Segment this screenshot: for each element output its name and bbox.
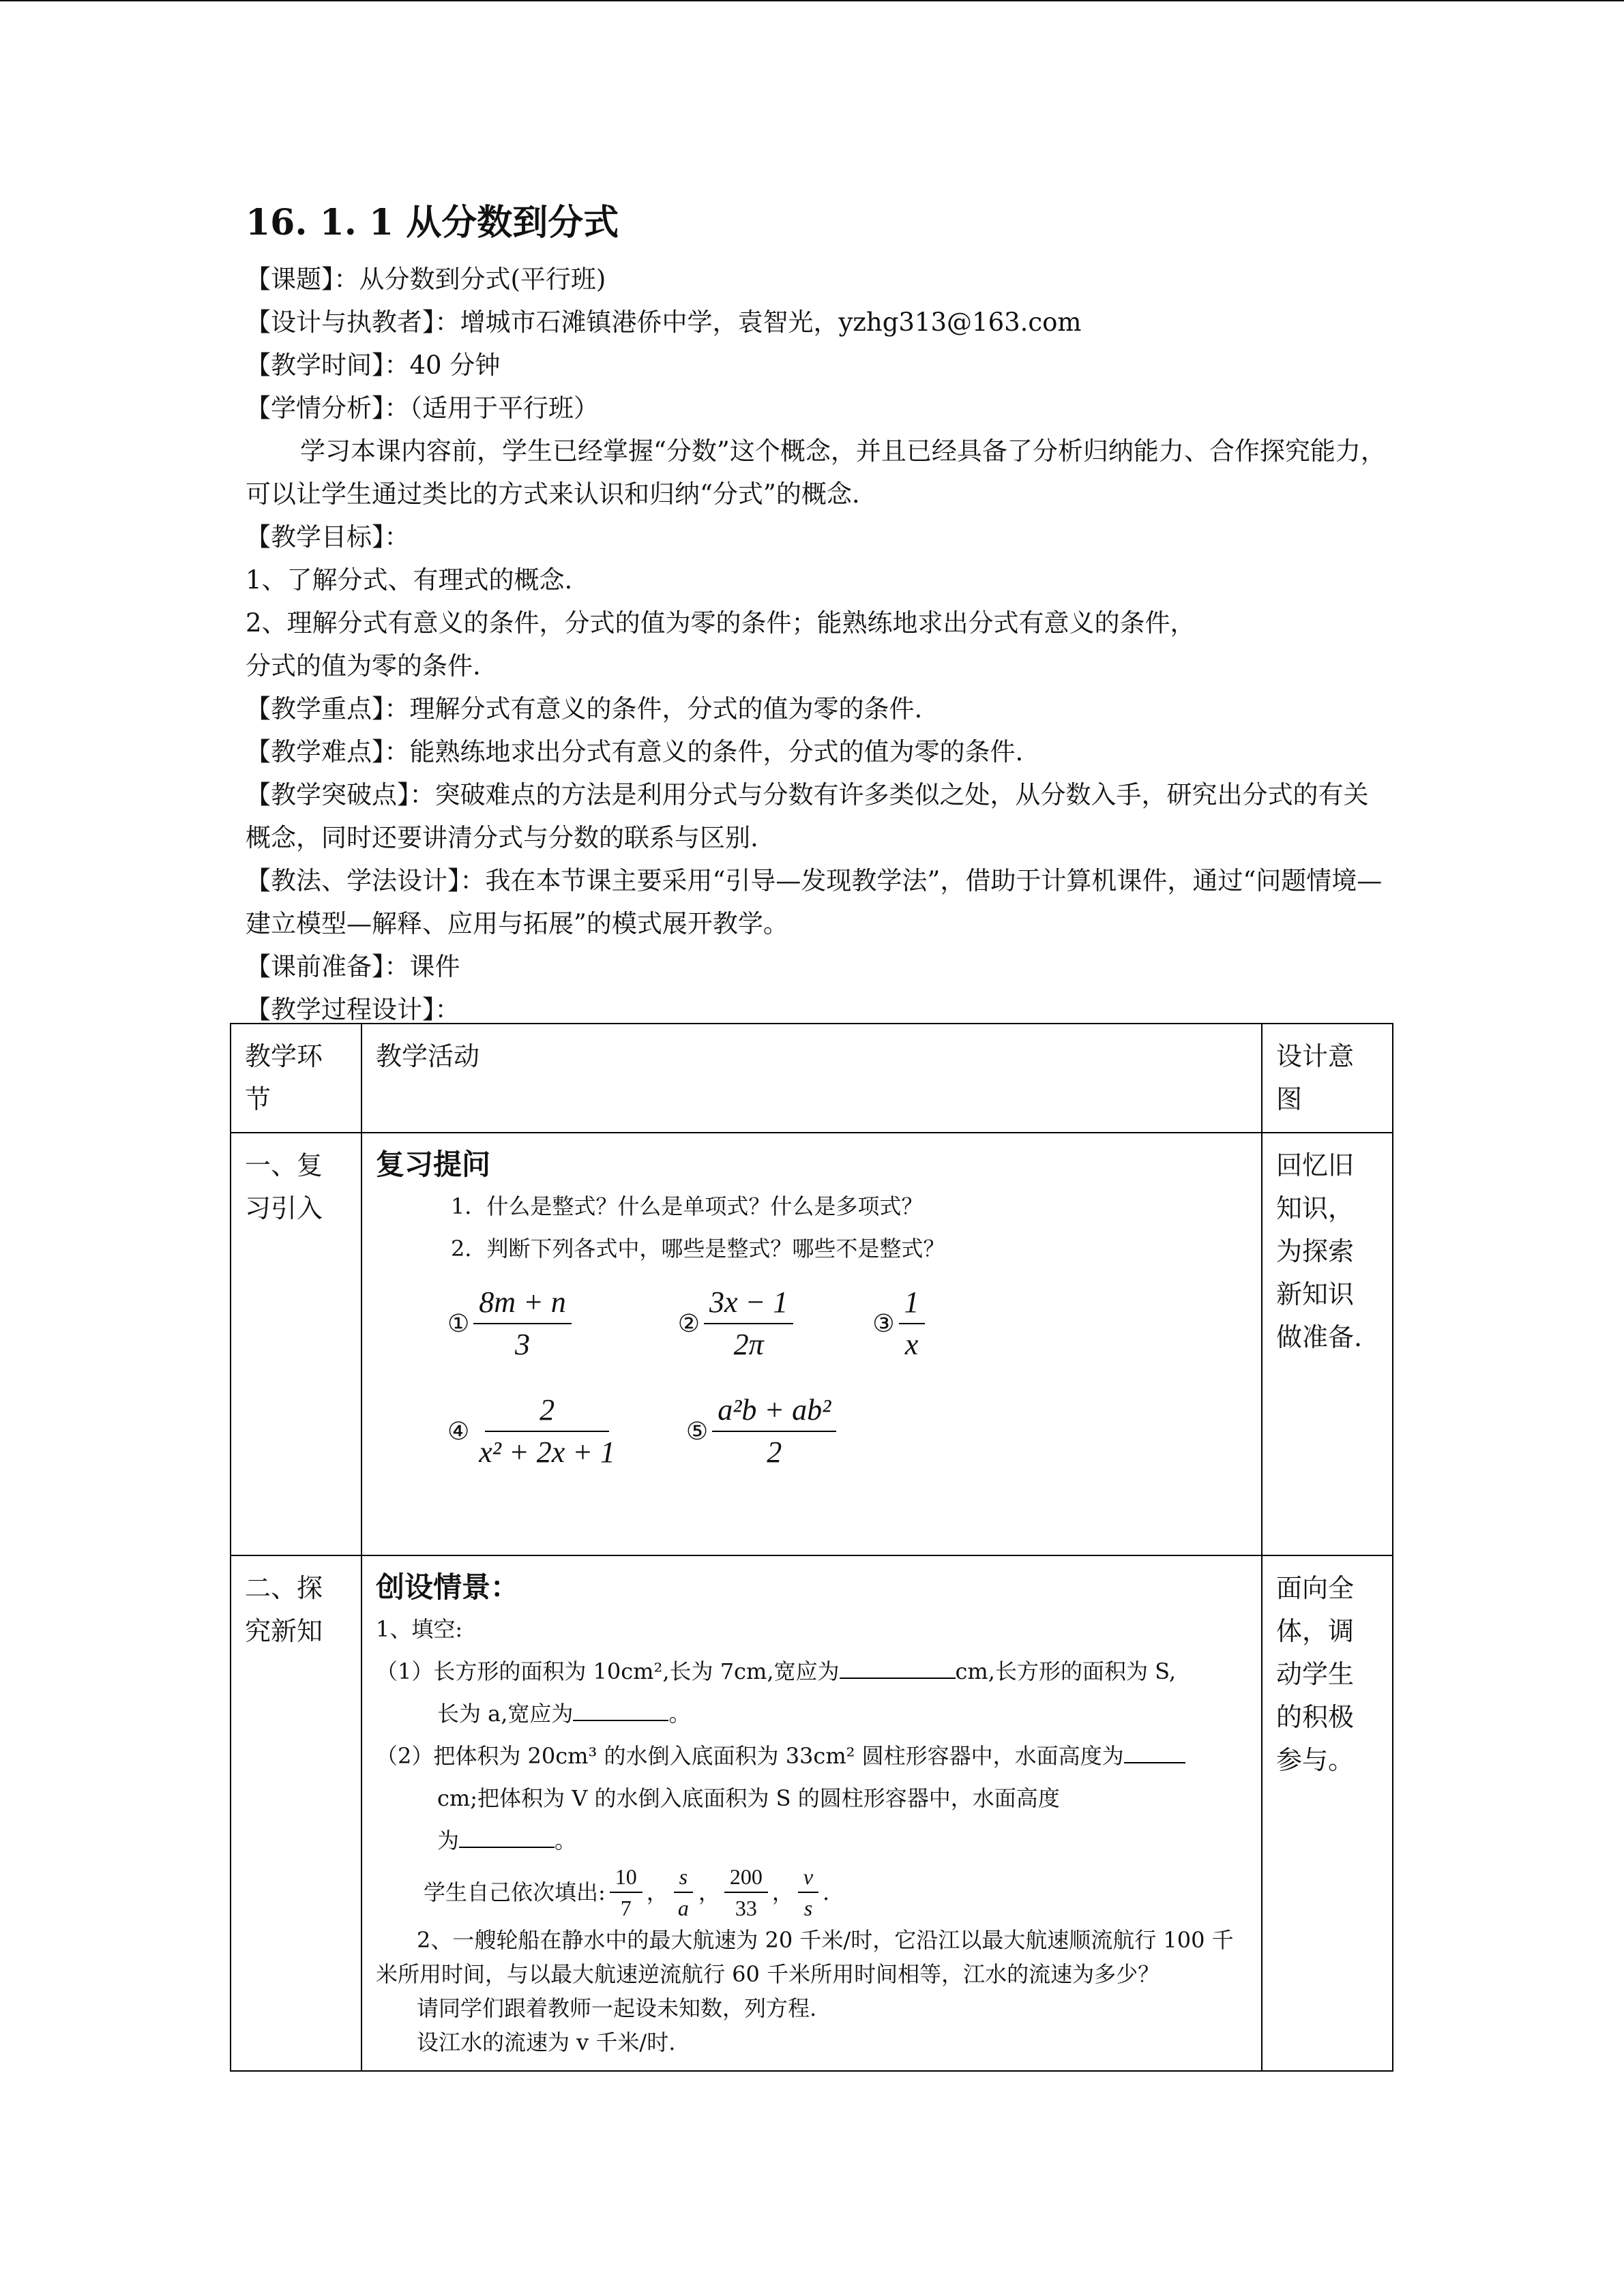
breakthrough-value: 突破难点的方法是利用分式与分数有许多类似之处，从分数入手，研究出分式的有关概念，同时还要讲清分式与分数的联系与区别. xyxy=(246,780,1369,852)
expr1-denominator: 3 xyxy=(515,1328,531,1361)
method-value: 我在本节课主要采用“引导—发现教学法”，借助于计算机课件，通过“问题情境—建立模型—解释、应用与拓展”的模式展开教学。 xyxy=(246,866,1383,938)
p1-text-d: 。 xyxy=(668,1701,691,1727)
answer-4-fraction xyxy=(798,1862,818,1923)
end-period: . xyxy=(823,1879,830,1905)
topic-value: 从分数到分式(平行班) xyxy=(359,265,606,294)
top-border xyxy=(0,0,1624,1)
answer-1-numerator: 10 xyxy=(610,1862,643,1893)
prep-line xyxy=(246,945,1391,988)
analysis-label: 【学情分析】： xyxy=(246,393,410,423)
prep-value: 课件 xyxy=(409,952,460,981)
expr1-numerator: 8m + n xyxy=(473,1282,571,1324)
goal-2b: 分式的值为零的条件. xyxy=(246,651,481,681)
intent-review: 回忆旧知识，为探索新知识做准备. xyxy=(1262,1133,1393,1555)
fill-problem-2-end xyxy=(376,1819,1247,1862)
fill-title: 1、填空: xyxy=(376,1616,463,1642)
document-body xyxy=(246,191,1391,1031)
expr2-denominator: 2π xyxy=(733,1328,764,1361)
process-table xyxy=(230,1023,1393,2072)
goal-2a: 2、理解分式有意义的条件，分式的值为零的条件；能熟练地求出分式有意义的条件， xyxy=(246,608,1196,638)
goals-label: 【教学目标】： xyxy=(246,522,410,552)
p1-text-a: （1）长方形的面积为 10cm²,长为 7cm,宽应为 xyxy=(376,1658,840,1684)
analysis-value: （适用于平行班） xyxy=(409,393,599,423)
p2-text-b: cm;把体积为 V 的水倒入底面积为 S 的圆柱形容器中，水面高度 xyxy=(437,1785,1060,1811)
expr1-fraction xyxy=(473,1282,571,1365)
section-title-review: 复习提问 xyxy=(376,1148,491,1181)
designer-label: 【设计与执教者】： xyxy=(246,308,460,337)
answer-3-denominator: 33 xyxy=(735,1896,757,1920)
expr5-numerator: a²b + ab² xyxy=(712,1390,836,1432)
prep-label: 【课前准备】： xyxy=(246,952,410,981)
stage-review: 一、复习引入 xyxy=(231,1133,361,1555)
breakthrough-para xyxy=(246,773,1391,859)
expr5-denominator: 2 xyxy=(767,1435,782,1469)
separator: ， xyxy=(698,1879,720,1905)
header-stage: 教学环节 xyxy=(231,1024,361,1133)
expr4-fraction xyxy=(473,1390,621,1473)
table-row xyxy=(231,1555,1393,2071)
method-label: 【教法、学法设计】： xyxy=(246,866,486,895)
time-value: 40 分钟 xyxy=(409,351,501,380)
difficulty-value: 能熟练地求出分式有意义的条件，分式的值为零的条件. xyxy=(409,737,1024,766)
table-header-row xyxy=(231,1024,1393,1133)
question-2: 2．判断下列各式中，哪些是整式？哪些不是整式？ xyxy=(451,1236,945,1262)
problem-2: 2、一艘轮船在静水中的最大航速为 20 千米/时，它沿江以最大航速顺流航行 100 千米所用时间，与以最大航速逆流航行 60 千米所用时间相等，江水的流速为多少？ xyxy=(376,1927,1234,1987)
expr4-denominator: x² + 2x + 1 xyxy=(479,1435,615,1469)
separator: ， xyxy=(646,1879,668,1905)
instruction-line-b: 设江水的流速为 v 千米/时. xyxy=(417,2029,676,2055)
answer-3-fraction xyxy=(724,1862,768,1923)
expression-row-1 xyxy=(376,1282,1247,1365)
p2-text-a: （2）把体积为 20cm³ 的水倒入底面积为 33cm² 圆柱形容器中，水面高度为 xyxy=(376,1743,1124,1769)
analysis-text: 学习本课内容前，学生已经掌握“分数”这个概念，并且已经具备了分析归纳能力、合作探究能力，可以让学生通过类比的方式来认识和归纳“分式”的概念. xyxy=(246,436,1386,509)
expr2-marker: ② xyxy=(677,1309,700,1338)
fill-problem-1-cont xyxy=(376,1693,1247,1735)
expr3-numerator: 1 xyxy=(899,1282,925,1324)
expr3-marker: ③ xyxy=(872,1309,895,1338)
section-title-explore: 创设情景： xyxy=(376,1570,520,1604)
topic-label: 【课题】： xyxy=(246,265,359,294)
answer-2-fraction xyxy=(673,1862,694,1923)
method-para xyxy=(246,859,1391,945)
difficulty-line xyxy=(246,730,1391,773)
difficulty-label: 【教学难点】： xyxy=(246,737,410,766)
header-activity: 教学活动 xyxy=(361,1024,1262,1133)
expr1-marker: ① xyxy=(447,1309,470,1338)
student-answers xyxy=(376,1862,1247,1923)
activity-review xyxy=(361,1133,1262,1555)
key-point-line xyxy=(246,687,1391,730)
breakthrough-label: 【教学突破点】： xyxy=(246,780,435,809)
designer-line xyxy=(246,301,1391,344)
p1-text-b: cm,长方形的面积为 S, xyxy=(955,1658,1177,1684)
time-label: 【教学时间】： xyxy=(246,351,410,380)
table-row xyxy=(231,1133,1393,1555)
time-line xyxy=(246,344,1391,387)
answer-3-numerator: 200 xyxy=(724,1862,768,1893)
answer-blank xyxy=(840,1657,956,1679)
topic-line xyxy=(246,258,1391,301)
separator: ， xyxy=(771,1879,794,1905)
expr4-marker: ④ xyxy=(447,1417,470,1446)
intent-explore: 面向全体，调动学生的积极参与。 xyxy=(1262,1555,1393,2071)
answer-blank xyxy=(1124,1742,1185,1763)
p2-text-c: 为 xyxy=(437,1828,460,1853)
expr4-numerator: 2 xyxy=(485,1390,609,1432)
answer-1-denominator: 7 xyxy=(620,1896,632,1920)
p2-text-d: 。 xyxy=(555,1828,577,1853)
fill-problem-2-cont xyxy=(376,1777,1247,1819)
key-point-label: 【教学重点】： xyxy=(246,694,410,724)
answer-4-denominator: s xyxy=(803,1896,813,1920)
fill-problem-2 xyxy=(376,1735,1247,1777)
expression-row-2 xyxy=(376,1390,1247,1473)
header-intent: 设计意图 xyxy=(1262,1024,1393,1133)
page-title: 16. 1. 1 从分数到分式 xyxy=(246,202,619,243)
answer-2-numerator: s xyxy=(674,1862,693,1893)
answers-prefix: 学生自己依次填出: xyxy=(424,1879,606,1905)
question-1: 1．什么是整式？什么是单项式？什么是多项式？ xyxy=(451,1193,924,1219)
expr2-fraction xyxy=(704,1282,793,1365)
expr5-fraction xyxy=(712,1390,836,1473)
expr5-marker: ⑤ xyxy=(685,1417,709,1446)
process-label: 【教学过程设计】： xyxy=(246,995,460,1024)
answer-4-numerator: v xyxy=(798,1862,818,1893)
answer-blank xyxy=(459,1826,555,1848)
analysis-line xyxy=(246,387,1391,430)
expr3-denominator: x xyxy=(904,1328,919,1361)
answer-1-fraction xyxy=(610,1862,643,1923)
instruction-line-a: 请同学们跟着教师一起设未知数，列方程. xyxy=(417,1995,817,2021)
key-point-value: 理解分式有意义的条件，分式的值为零的条件. xyxy=(409,694,923,724)
answer-2-denominator: a xyxy=(677,1896,689,1920)
goal-1: 1、了解分式、有理式的概念. xyxy=(246,565,573,595)
activity-explore xyxy=(361,1555,1262,2071)
expr3-fraction xyxy=(899,1282,925,1365)
expr2-numerator: 3x − 1 xyxy=(704,1282,793,1324)
fill-problem-1 xyxy=(376,1650,1247,1693)
p1-text-c: 长为 a,宽应为 xyxy=(437,1701,574,1727)
answer-blank xyxy=(573,1699,668,1721)
designer-value: 增城市石滩镇港侨中学，袁智光，yzhg313@163.com xyxy=(460,308,1082,337)
stage-explore: 二、探究新知 xyxy=(231,1555,361,2071)
